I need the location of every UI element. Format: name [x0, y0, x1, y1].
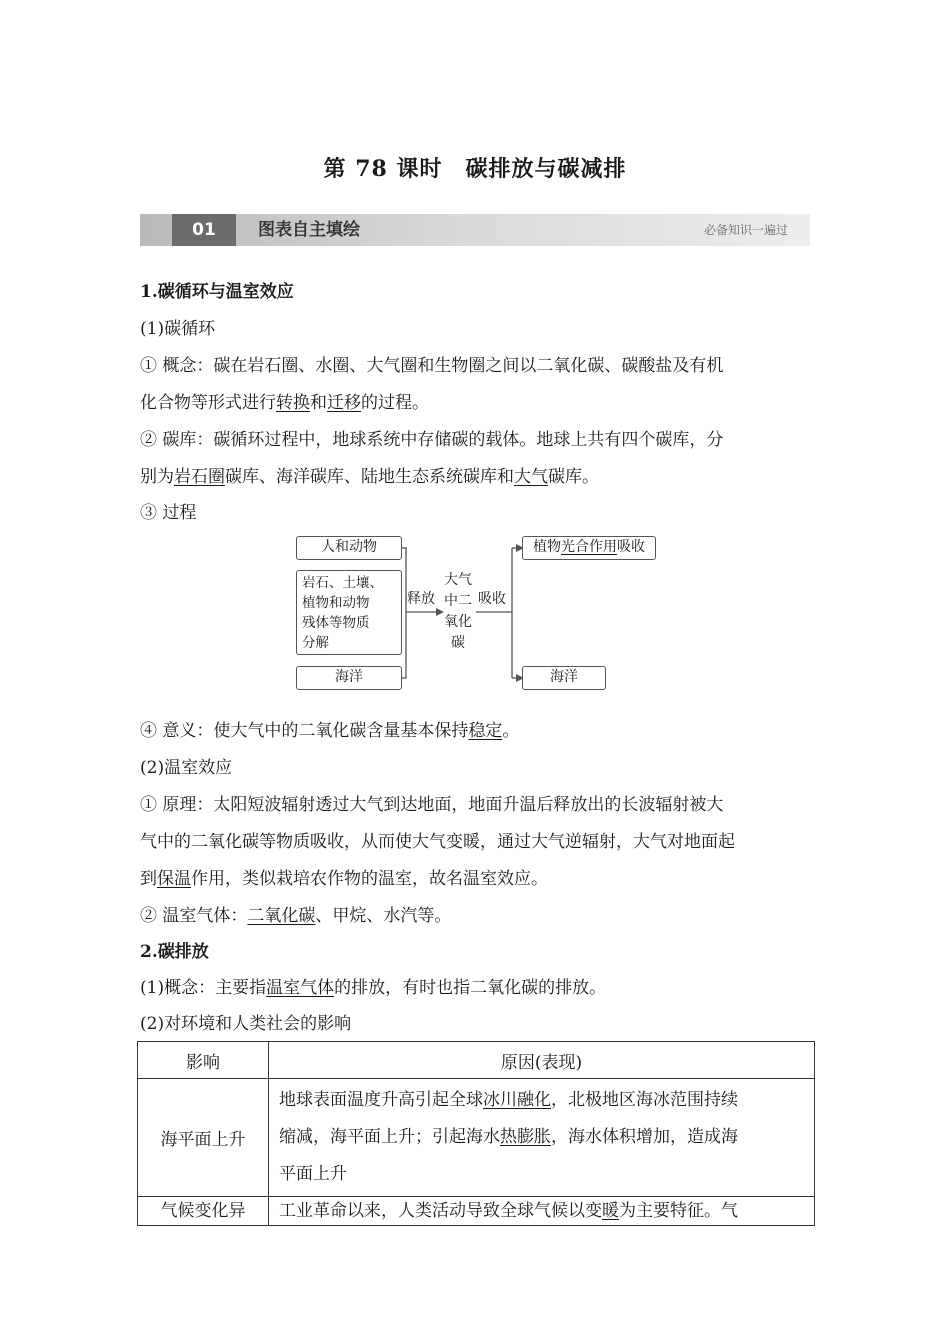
box-label: 海洋: [335, 669, 363, 685]
emission-concept-line: [140, 973, 812, 998]
reason-line: [279, 1119, 804, 1156]
text: ② 温室气体：: [140, 906, 248, 926]
text: 的过程。: [361, 393, 429, 413]
text: 碳库。: [548, 467, 599, 487]
text: 的排放，有时也指二氧化碳的排放。: [334, 978, 607, 998]
concept-line-2: [140, 388, 812, 413]
node-line: 大气: [444, 572, 472, 588]
text: (1)概念：主要指: [140, 978, 267, 998]
principle-line-3: [140, 864, 812, 889]
answer-blank: 稳定: [468, 721, 503, 741]
section-banner: [140, 214, 810, 246]
text: 工业革命以来，人类活动导致全球气候以变: [279, 1201, 602, 1221]
reason-line: 平面上升: [279, 1164, 347, 1184]
impact-subheading: (2)对环境和人类社会的影响: [140, 1014, 352, 1034]
principle-line-1: ① 原理：太阳短波辐射透过大气到达地面，地面升温后释放出的长波辐射被大: [140, 795, 724, 815]
node-line: 碳: [451, 635, 465, 651]
banner-title: 图表自主填绘: [258, 220, 360, 240]
text: 别为: [140, 467, 174, 487]
box-label: 吸收: [617, 539, 645, 555]
reason-line: [279, 1082, 804, 1119]
banner-subtitle: 必备知识一遍过: [703, 223, 788, 237]
answer-blank: 转换: [276, 393, 310, 413]
text: ④ 意义：使大气中的二氧化碳含量基本保持: [140, 721, 469, 741]
node-line: 氧化: [444, 614, 472, 630]
answer-blank: 迁移: [327, 393, 361, 413]
greenhouse-subheading: (2)温室效应: [140, 758, 233, 778]
answer-blank: 保温: [157, 869, 191, 889]
text: 到: [140, 869, 157, 889]
box-label: 海洋: [550, 669, 578, 685]
reason-cell: [269, 1079, 815, 1197]
answer-blank: 岩石圈: [174, 467, 225, 487]
carbon-cycle-subheading: (1)碳循环: [140, 319, 216, 339]
humans-animals-box: [296, 536, 402, 560]
column-header: 影响: [138, 1042, 269, 1079]
box-line: 分解: [302, 635, 329, 651]
ocean-source-box: [296, 666, 402, 690]
text: 、甲烷、水汽等。: [315, 906, 452, 926]
greenhouse-gases-line: [140, 901, 812, 926]
text: 化合物等形式进行: [140, 393, 276, 413]
answer-blank: 光合作用: [561, 539, 617, 555]
plant-photosynthesis-box: [522, 536, 656, 560]
text: 缩减，海平面上升；引起海水: [279, 1127, 500, 1147]
node-line: 中二: [444, 593, 472, 609]
impact-table: [137, 1041, 815, 1226]
answer-blank: 二氧化碳: [247, 906, 316, 926]
text: ，海水体积增加，造成海: [551, 1127, 738, 1147]
concept-line-1: ① 概念：碳在岩石圈、水圈、大气圈和生物圈之间以二氧化碳、碳酸盐及有机: [140, 356, 724, 376]
effect-cell: 海平面上升: [138, 1079, 269, 1197]
section2-heading: 2.碳排放: [140, 942, 209, 962]
table-row: [138, 1197, 815, 1226]
answer-blank: 温室气体: [266, 978, 335, 998]
text: 作用，类似栽培农作物的温室，故名温室效应。: [191, 869, 548, 889]
table-header-row: [138, 1042, 815, 1079]
table-row: [138, 1079, 815, 1197]
box-line: 残体等物质: [302, 615, 370, 631]
answer-blank: 大气: [514, 467, 548, 487]
text: 为主要特征。气: [619, 1201, 738, 1221]
text: ，北极地区海冰范围持续: [551, 1090, 738, 1110]
text: 。: [502, 721, 520, 741]
significance-line: [140, 716, 812, 741]
banner-number: 01: [172, 214, 236, 246]
text: 地球表面温度升高引起全球: [279, 1090, 483, 1110]
principle-line-2: 气中的二氧化碳等物质吸收，从而使大气变暖，通过大气逆辐射，大气对地面起: [140, 832, 735, 852]
box-line: 岩石、土壤、: [302, 575, 383, 591]
text: 和: [310, 393, 327, 413]
process-label: ③ 过程: [140, 503, 197, 523]
box-line: 植物和动物: [302, 595, 370, 611]
answer-blank: 暖: [602, 1201, 619, 1221]
reason-cell: [269, 1197, 815, 1226]
answer-blank: 冰川融化: [483, 1090, 551, 1110]
section1-heading: 1.碳循环与温室效应: [140, 282, 294, 302]
box-label: 人和动物: [321, 539, 377, 555]
absorb-label: 吸收: [478, 591, 506, 607]
page-title: 第 78 课时 碳排放与碳减排: [323, 156, 627, 182]
carbon-cycle-diagram: [290, 528, 670, 698]
reservoir-line-1: ② 碳库：碳循环过程中，地球系统中存储碳的载体。地球上共有四个碳库，分: [140, 430, 724, 450]
release-label: 释放: [407, 591, 435, 607]
answer-blank: 热膨胀: [500, 1127, 551, 1147]
atmospheric-co2-node: [442, 570, 474, 654]
rocks-soil-decomposition-box: [296, 570, 402, 655]
column-header: 原因(表现): [269, 1042, 815, 1079]
text: 碳库、海洋碳库、陆地生态系统碳库和: [225, 467, 514, 487]
reservoir-line-2: [140, 462, 812, 487]
box-label: 植物: [533, 539, 561, 555]
effect-cell: 气候变化异: [138, 1197, 269, 1226]
ocean-sink-box: [522, 666, 606, 690]
